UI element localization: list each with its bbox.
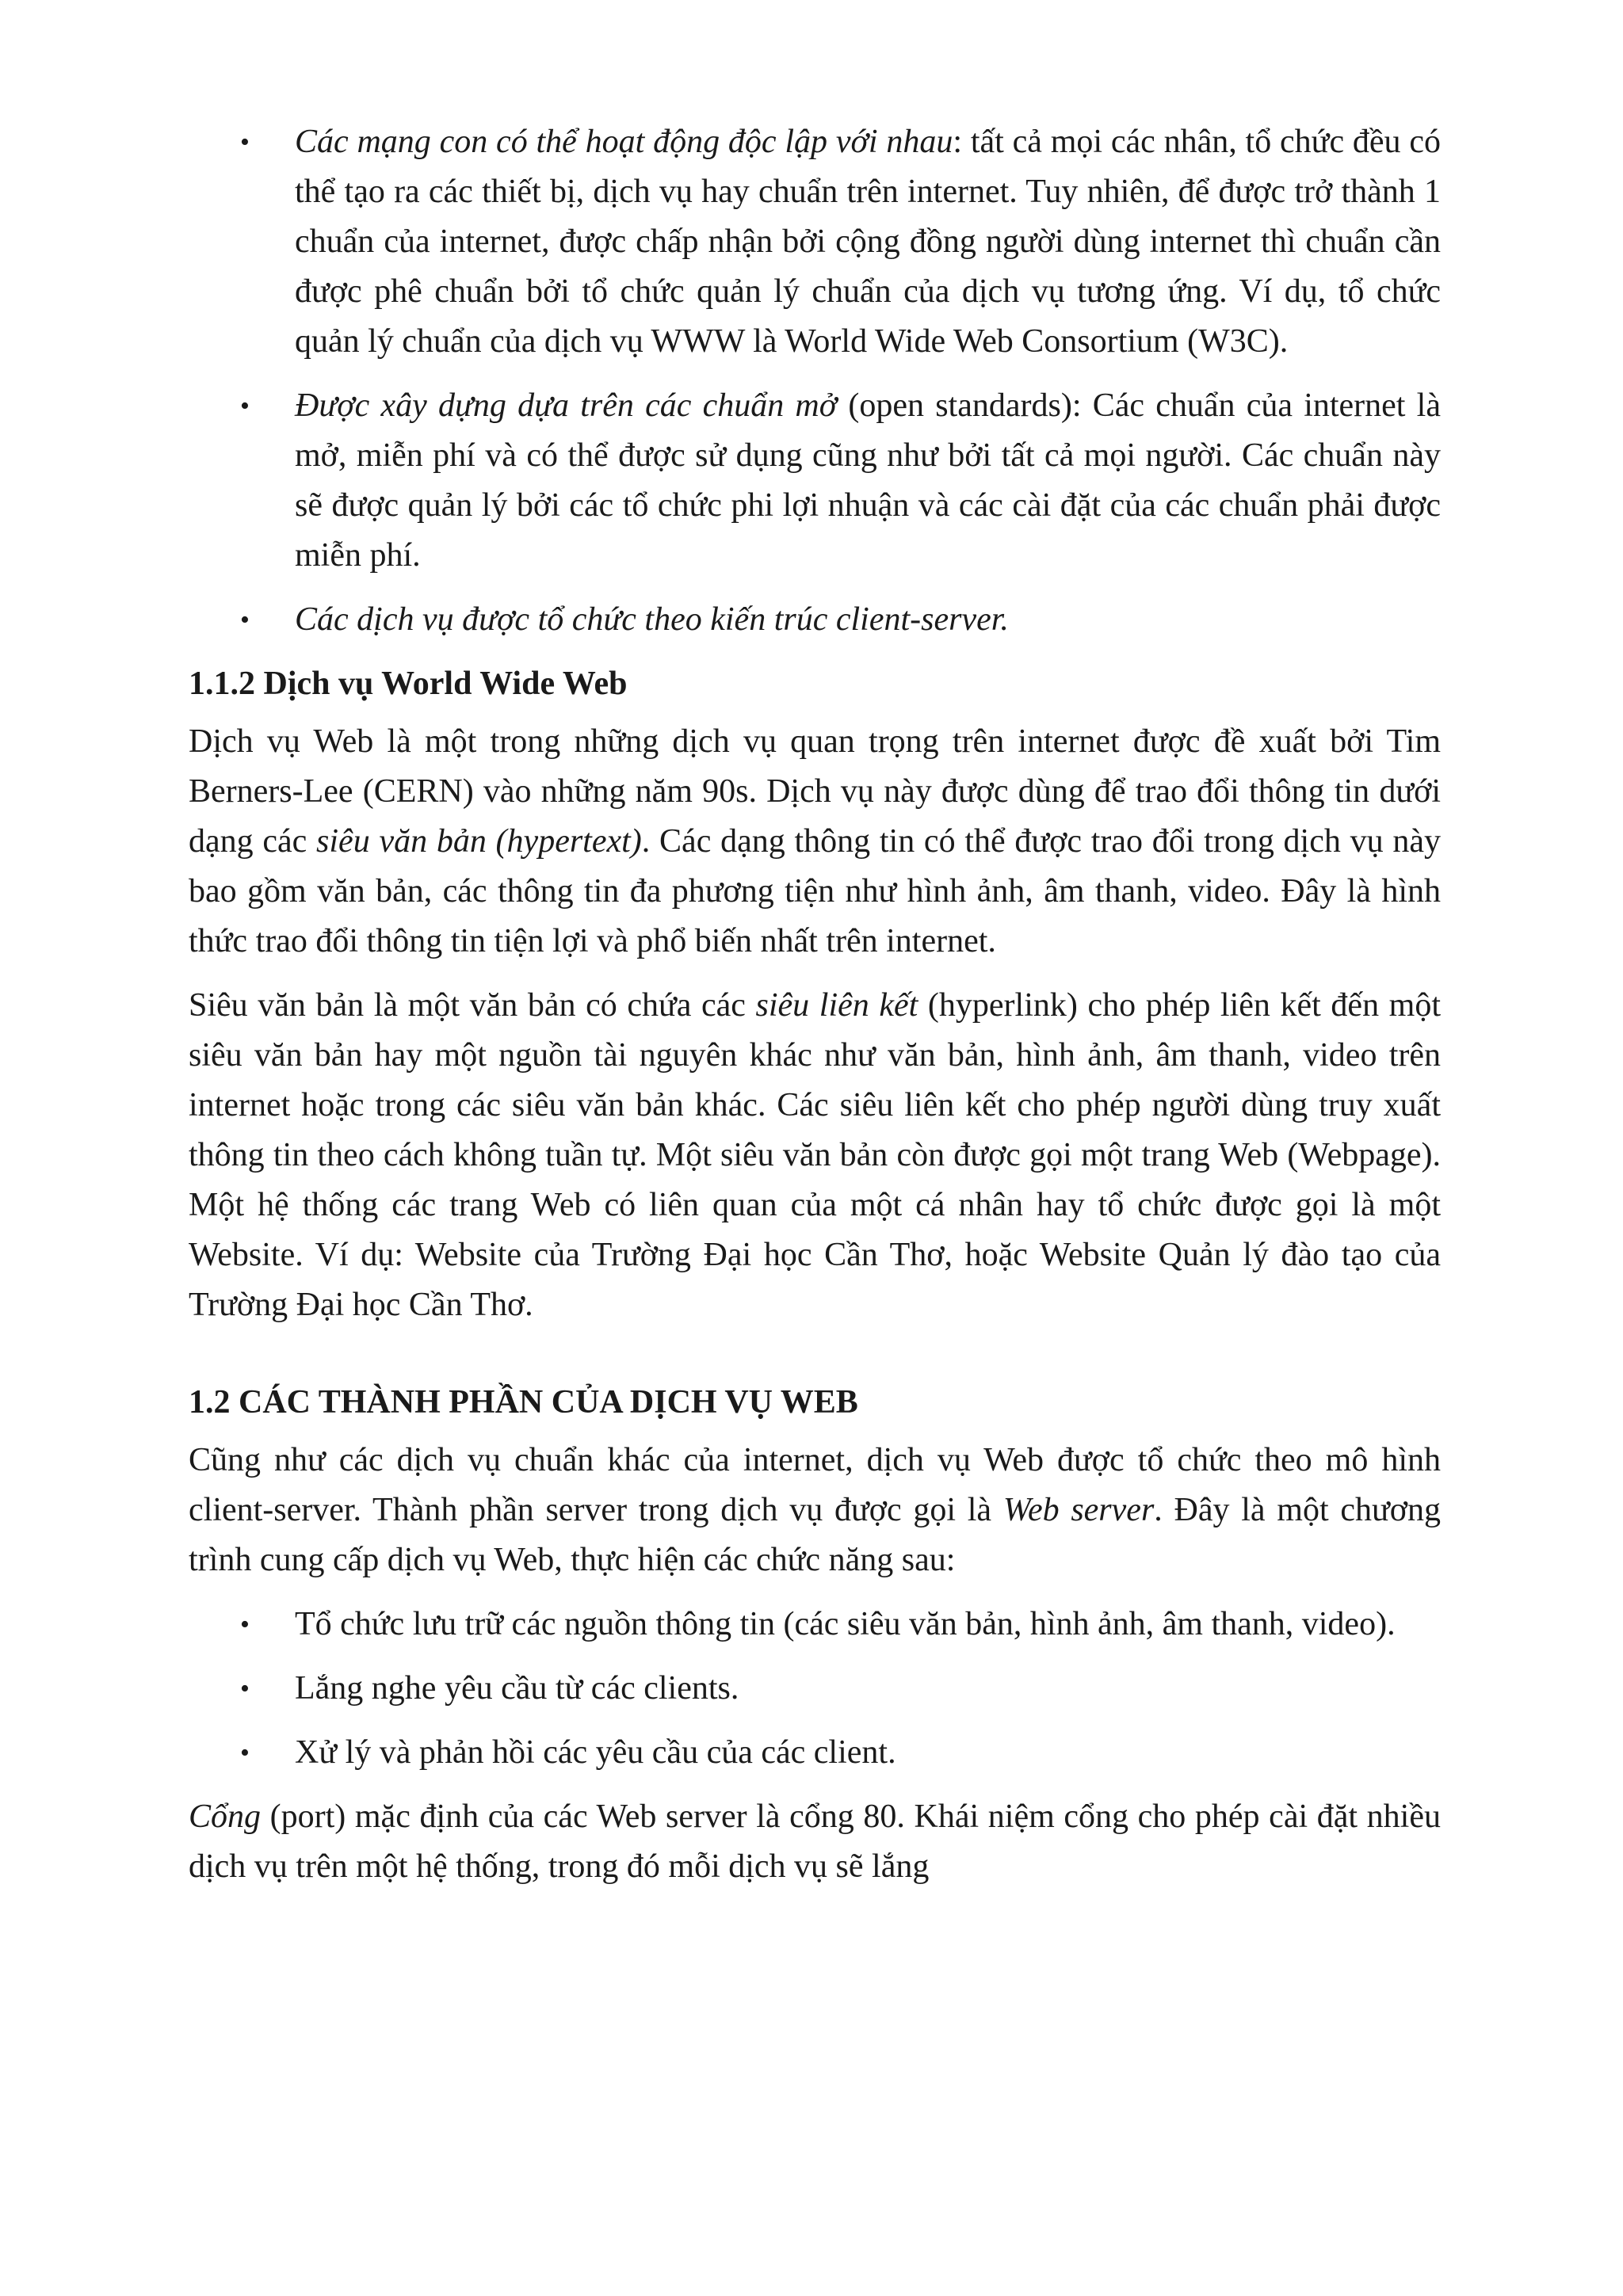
list-item bbox=[189, 1600, 1441, 1650]
bullet-term: Các dịch vụ được tổ chức theo kiến trúc client-server. bbox=[295, 601, 1009, 638]
paragraph-term: Web server bbox=[1002, 1492, 1155, 1528]
intro-bullet-list bbox=[189, 117, 1441, 645]
bullet-text: Lắng nghe yêu cầu từ các clients. bbox=[295, 1670, 739, 1707]
paragraph-text: . Đây là một chương trình cung cấp dịch vụ Web, thực hiện các chức năng sau: bbox=[189, 1492, 1441, 1578]
paragraph-text: . Các dạng thông tin có thể được trao đổi trong dịch vụ này bao gồm văn bản, các thông tin đa phương tiện như hình ảnh, âm thanh, video. Đây là hình thức trao đổi thông tin tiện lợi và phổ biến nhất trên internet. bbox=[189, 823, 1441, 959]
document-page bbox=[189, 117, 1441, 1906]
paragraph-text: (hyperlink) cho phép liên kết đến một siêu văn bản hay một nguồn tài nguyên khác như văn bản, hình ảnh, âm thanh, video trên internet hoặc trong các siêu văn bản khác. Các siêu liên kết cho phép người dùng truy xuất thông tin theo cách không tuần tự. Một siêu văn bản còn được gọi một trang Web (Webpage). Một hệ thống các trang Web có liên quan của một cá nhân hay tổ chức được gọi là một Website. Ví dụ: Website của Trường Đại học Cần Thơ, hoặc Website Quản lý đào tạo của Trường Đại học Cần Thơ. bbox=[189, 987, 1442, 1323]
bullet-text: Tổ chức lưu trữ các nguồn thông tin (các siêu văn bản, hình ảnh, âm thanh, video). bbox=[295, 1606, 1396, 1642]
bullet-text: : tất cả mọi các nhân, tổ chức đều có thể tạo ra các thiết bị, dịch vụ hay chuẩn trên internet. Tuy nhiên, để được trở thành 1 chuẩn của internet, được chấp nhận bởi cộng đồng người dùng internet thì chuẩn cần được phê chuẩn bởi tổ chức quản lý chuẩn của dịch vụ tương ứng. Ví dụ, tổ chức quản lý chuẩn của dịch vụ WWW là World Wide Web Consortium (W3C). bbox=[295, 124, 1441, 360]
paragraph-text: (port) mặc định của các Web server là cổng 80. Khái niệm cổng cho phép cài đặt nhiều dịch vụ trên một hệ thống, trong đó mỗi dịch vụ sẽ lắng bbox=[189, 1798, 1441, 1885]
bullet-term: Được xây dựng dựa trên các chuẩn mở bbox=[295, 387, 838, 424]
paragraph-term: Cổng bbox=[189, 1798, 262, 1835]
paragraph-text: Cũng như các dịch vụ chuẩn khác của internet, dịch vụ Web được tổ chức theo mô hình client-server. Thành phần server trong dịch vụ được gọi là bbox=[189, 1442, 1441, 1528]
bullet-icon: • bbox=[240, 391, 250, 421]
section-heading-1-1-2: 1.1.2 Dịch vụ World Wide Web bbox=[189, 666, 628, 702]
paragraph-term: siêu liên kết bbox=[755, 987, 918, 1024]
list-item bbox=[189, 595, 1441, 645]
paragraph-hypertext bbox=[189, 981, 1441, 1330]
section-heading-1-2: 1.2 CÁC THÀNH PHẦN CỦA DỊCH VỤ WEB bbox=[189, 1384, 858, 1421]
list-item bbox=[189, 1664, 1441, 1714]
bullet-text: (open standards): Các chuẩn của internet là mở, miễn phí và có thể được sử dụng cũng như bởi tất cả mọi người. Các chuẩn này sẽ được quản lý bởi các tổ chức phi lợi nhuận và các cài đặt của các chuẩn phải được miễn phí. bbox=[295, 387, 1441, 574]
bullet-icon: • bbox=[240, 1738, 250, 1768]
paragraph-components bbox=[189, 1436, 1441, 1585]
paragraph-text: Siêu văn bản là một văn bản có chứa các bbox=[189, 987, 756, 1024]
paragraph-port bbox=[189, 1792, 1441, 1892]
bullet-icon: • bbox=[240, 1674, 250, 1703]
bullet-icon: • bbox=[240, 605, 250, 635]
bullet-icon: • bbox=[240, 128, 250, 157]
bullet-text: Xử lý và phản hồi các yêu cầu của các client. bbox=[295, 1734, 896, 1771]
list-item bbox=[189, 381, 1441, 581]
paragraph-term: siêu văn bản (hypertext) bbox=[316, 823, 642, 860]
paragraph-text: Dịch vụ Web là một trong những dịch vụ quan trọng trên internet được đề xuất bởi Tim Berners-Lee (CERN) vào những năm 90s. Dịch vụ này được dùng để trao đổi thông tin dưới dạng các bbox=[189, 723, 1441, 860]
bullet-term: Các mạng con có thể hoạt động độc lập với nhau bbox=[295, 124, 953, 160]
list-item bbox=[189, 1728, 1441, 1778]
list-item bbox=[189, 117, 1441, 367]
paragraph-web-service bbox=[189, 717, 1441, 967]
server-functions-list bbox=[189, 1600, 1441, 1778]
bullet-icon: • bbox=[240, 1610, 250, 1639]
